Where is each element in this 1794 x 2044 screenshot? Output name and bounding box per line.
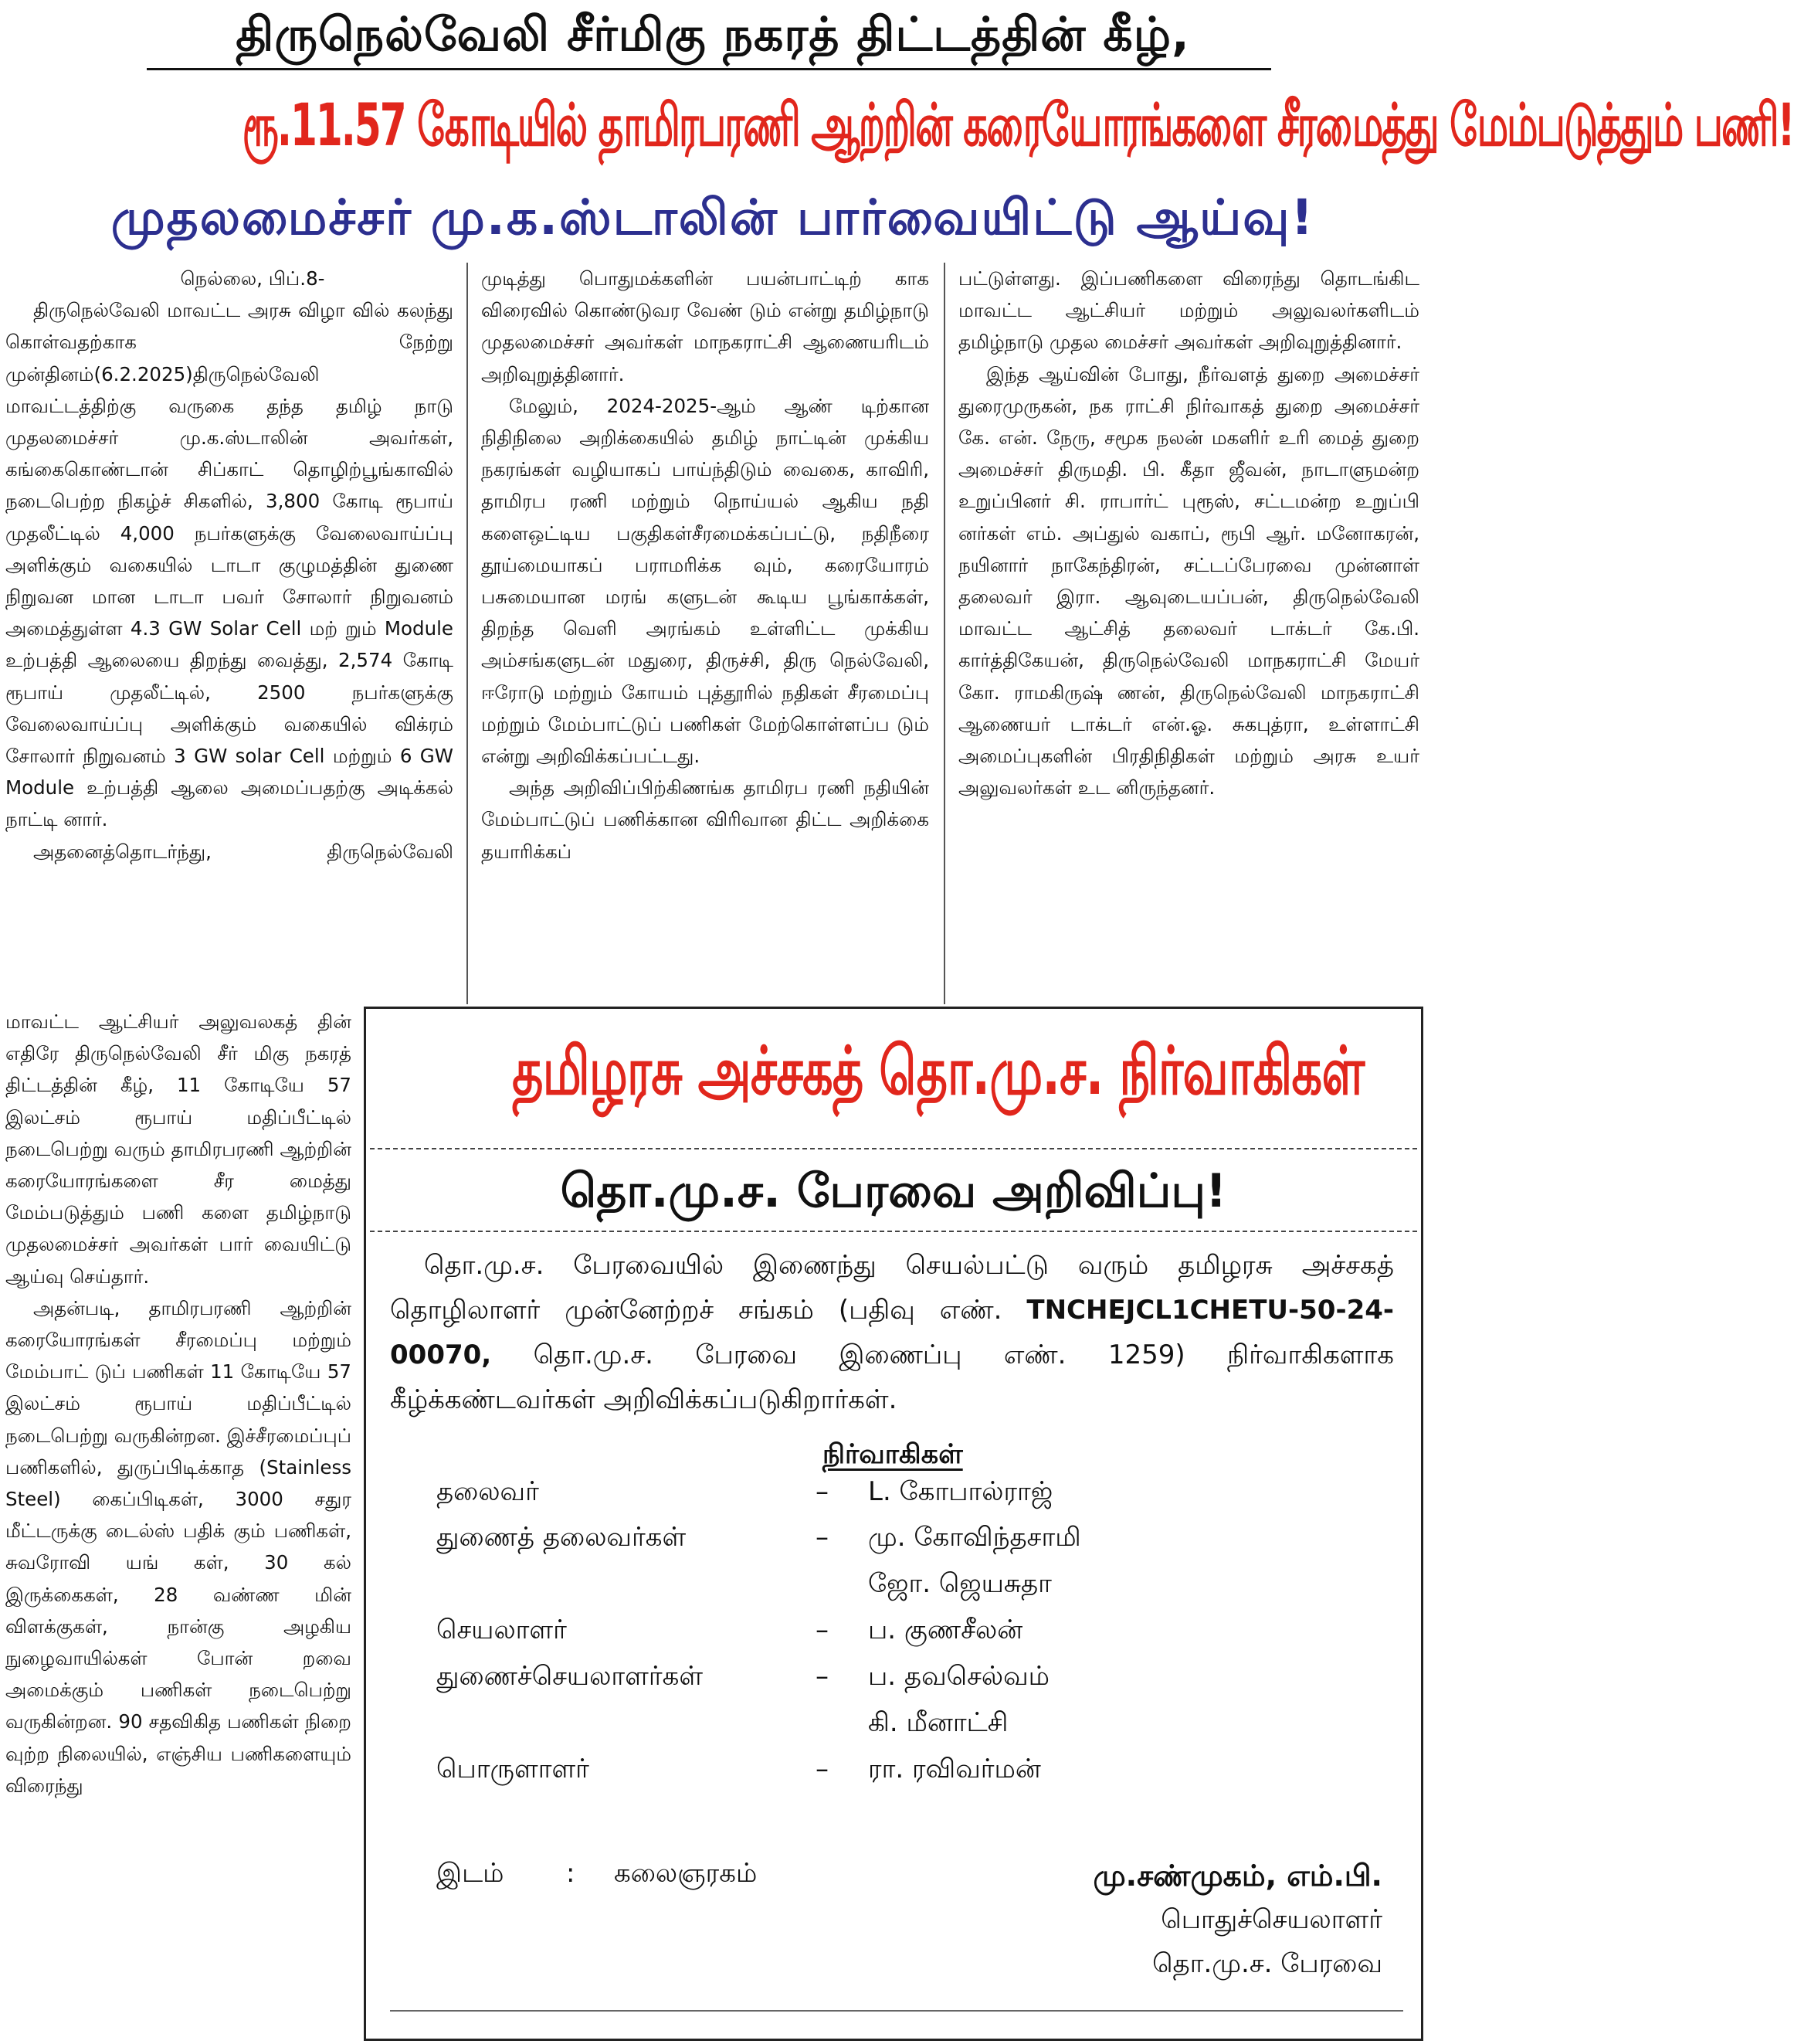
article-paragraph: அதனைத்தொடர்ந்து, திருநெல்வேலி (33, 840, 453, 863)
place-colon: : (566, 1858, 575, 1889)
officer-name: ப. குணசீலன் (868, 1614, 1023, 1645)
signatory-title: பொதுச்செயலாளர் (1161, 1904, 1382, 1935)
officer-name: ப. தவசெல்வம் (868, 1661, 1050, 1692)
column-divider (944, 263, 945, 1004)
article-column-1-continued (5, 1006, 351, 1801)
officer-name: மு. கோவிந்தசாமி (868, 1522, 1081, 1553)
notice-registration-number: TNCHEJCL1CHETU-50-24-00070, (390, 1295, 1394, 1370)
headline-underline (147, 68, 1271, 70)
article-paragraph: முடித்து பொதுமக்களின் பயன்பாட்டிற் காக விரைவில் கொண்டுவர வேண் டும் என்று தமிழ்நாடு முதலமைச்சர் அவர்கள் மாநகராட்சி ஆணையரிடம் அறிவுறுத்தினார். (481, 267, 929, 385)
article-paragraph: மாவட்ட ஆட்சியர் அலுவலகத் தின் எதிரே திருநெல்வேலி சீர் மிகு நகரத் திட்டத்தின் கீழ், 11 கோடியே 57 இலட்சம் ரூபாய் மதிப்பீட்டில் நடைபெற்று வரும் தாமிரபரணி ஆற்றின் கரையோரங்களை சீர மைத்து மேம்படுத்தும் பணி களை தமிழ்நாடு முதலமைச்சர் அவர்கள் பார் வையிட்டு ஆய்வு செய்தார். (5, 1010, 351, 1288)
officer-role: பொருளாளர் (436, 1754, 589, 1784)
column-divider (466, 263, 468, 1004)
officer-role: தலைவர் (436, 1476, 539, 1507)
notice-intro-text: தொ.மு.ச. பேரவை இணைப்பு எண். 1259) நிர்வாகிகளாக கீழ்க்கண்டவர்கள் அறிவிக்கப்படுகிறார்கள். (390, 1339, 1395, 1415)
place-label: இடம் (436, 1858, 504, 1889)
article-paragraph: திருநெல்வேலி மாவட்ட அரசு விழா வில் கலந்து கொள்வதற்காக நேற்று முன்தினம்(6.2.2025)திருநெல்வேலி மாவட்டத்திற்கு வருகை தந்த தமிழ் நாடு முதலமைச்சர் மு.க.ஸ்டாலின் அவர்கள், கங்கைகொண்டான் சிப்காட் தொழிற்பூங்காவில் நடைபெற்ற நிகழ்ச் சிகளில், 3,800 கோடி ரூபாய் முதலீட்டில் 4,000 நபர்களுக்கு வேலைவாய்ப்பு அளிக்கும் வகையில் டாடா குழுமத்தின் துணை நிறுவன மான டாடா பவர் சோலார் நிறுவனம் அமைத்துள்ள 4.3 GW Solar Cell மற் றும் Module உற்பத்தி ஆலையை திறந்து வைத்து, 2,574 கோடி ரூபாய் முதலீட்டில், 2500 நபர்களுக்கு வேலைவாய்ப்பு அளிக்கும் வகையில் விக்ரம் சோலார் நிறுவனம் 3 GW solar Cell மற்றும் 6 GW Module உற்பத்தி ஆலை அமைப்பதற்கு அடிக்கல் நாட்டி னார். (5, 299, 453, 831)
article-column-3 (958, 263, 1419, 803)
notice-intro (390, 1243, 1394, 1422)
article-paragraph: மேலும், 2024-2025-ஆம் ஆண் டிற்கான நிதிநிலை அறிக்கையில் தமிழ் நாட்டின் முக்கிய நகரங்கள் வழியாகப் பாய்ந்திடும் வைகை, காவிரி, தாமிரப ரணி மற்றும் நொய்யல் ஆகிய நதி களைஒட்டிய பகுதிகள்சீரமைக்கப்பட்டு, நதிநீரை தூய்மையாகப் பராமரிக்க வும், கரையோரம் பசுமையான மரங் களுடன் கூடிய பூங்காக்கள், திறந்த வெளி அரங்கம் உள்ளிட்ட முக்கிய அம்சங்களுடன் மதுரை, திருச்சி, திரு நெல்வேலி, ஈரோடு மற்றும் கோயம் புத்தூரில் நதிகள் சீரமைப்பு மற்றும் மேம்பாட்டுப் பணிகள் மேற்கொள்ளப்ப டும் என்று அறிவிக்கப்பட்டது. (481, 394, 929, 768)
headline-line-3: முதலமைச்சர் மு.க.ஸ்டாலின் பார்வையிட்டு ஆய்வு! (110, 189, 1315, 246)
officer-role: செயலாளர் (436, 1614, 567, 1645)
headline-line-1: திருநெல்வேலி சீர்மிகு நகரத் திட்டத்தின் கீழ், (236, 8, 1190, 62)
officer-name: L. கோபால்ராஜ் (868, 1476, 1053, 1507)
officer-name: கி. மீனாட்சி (868, 1707, 1009, 1738)
notice-dashed-rule (370, 1231, 1417, 1232)
officer-dash: – (816, 1614, 829, 1645)
officer-dash: – (816, 1754, 829, 1784)
officer-name: ஜோ. ஜெயசுதா (868, 1568, 1052, 1599)
officer-role: துணைத் தலைவர்கள் (436, 1522, 687, 1553)
article-paragraph: அதன்படி, தாமிரபரணி ஆற்றின் கரையோரங்கள் சீரமைப்பு மற்றும் மேம்பாட் டுப் பணிகள் 11 கோடியே 57 இலட்சம் ரூபாய் மதிப்பீட்டில் நடைபெற்று வருகின்றன. இச்சீரமைப்புப் பணிகளில், துருப்பிடிக்காத (Stainless Steel) கைப்பிடிகள், 3000 சதுர மீட்டருக்கு டைல்ஸ் பதிக் கும் பணிகள், சுவரோவி யங் கள், 30 கல் இருக்கைகள், 28 வண்ண மின் விளக்குகள், நான்கு அழகிய நுழைவாயில்கள் போன் றவை அமைக்கும் பணிகள் நடைபெற்று வருகின்றன. 90 சதவிகித பணிகள் நிறை வுற்ற நிலையில், எஞ்சிய பணிகளையும் விரைந்து (5, 1296, 351, 1797)
officer-role: துணைச்செயலாளர்கள் (436, 1661, 704, 1692)
article-dateline: நெல்லை, பிப்.8- (180, 267, 325, 290)
officers-heading: நிர்வாகிகள் (822, 1439, 963, 1470)
article-paragraph: அந்த அறிவிப்பிற்கிணங்க தாமிரப ரணி நதியின் மேம்பாட்டுப் பணிக்கான விரிவான திட்ட அறிக்கை தயாரிக்கப் (481, 776, 929, 863)
notice-intro-text: தொ.மு.ச. பேரவையில் இணைந்து செயல்பட்டு வரும் தமிழரசு அச்சகத் தொழிலாளர் முன்னேற்றச் சங்கம் (பதிவு எண். (390, 1250, 1394, 1326)
officer-dash: – (816, 1476, 829, 1507)
signatory-name: மு.சண்முகம், எம்.பி. (1093, 1859, 1382, 1893)
signatory-organisation: தொ.மு.ச. பேரவை (1152, 1948, 1382, 1979)
article-column-1 (5, 263, 453, 868)
headline-line-2: ரூ.11.57 கோடியில் தாமிரபரணி ஆற்றின் கரையோரங்களை சீரமைத்து மேம்படுத்தும் பணி! (242, 90, 1794, 159)
officer-dash: – (816, 1661, 829, 1692)
article-column-2 (481, 263, 929, 868)
notice-dashed-rule (370, 1148, 1417, 1149)
article-paragraph: இந்த ஆய்வின் போது, நீர்வளத் துறை அமைச்சர் துரைமுருகன், நக ராட்சி நிர்வாகத் துறை அமைச்சர் கே. என். நேரு, சமூக நலன் மகளிர் உரி மைத் துறை அமைச்சர் திருமதி. பி. கீதா ஜீவன், நாடாளுமன்ற உறுப்பினர் சி. ராபார்ட் புரூஸ், சட்டமன்ற உறுப்பி னர்கள் எம். அப்துல் வகாப், ரூபி ஆர். மனோகரன், நயினார் நாகேந்திரன், சட்டப்பேரவை முன்னாள் தலைவர் இரா. ஆவுடையப்பன், திருநெல்வேலி மாவட்ட ஆட்சித் தலைவர் டாக்டர் கே.பி. கார்த்திகேயன், திருநெல்வேலி மாநகராட்சி மேயர் கோ. ராமகிருஷ் ணன், திருநெல்வேலி மாநகராட்சி ஆணையர் டாக்டர் என்.ஓ. சுகபுத்ரா, உள்ளாட்சி அமைப்புகளின் பிரதிநிதிகள் மற்றும் அரசு உயர் அலுவலர்கள் உட னிருந்தனர். (958, 362, 1419, 800)
notice-bottom-rule (390, 2010, 1403, 2012)
article-paragraph: பட்டுள்ளது. இப்பணிகளை விரைந்து தொடங்கிட மாவட்ட ஆட்சியர் மற்றும் அலுவலர்களிடம் தமிழ்நாடு முதல மைச்சர் அவர்கள் அறிவுறுத்தினார். (958, 267, 1419, 354)
place-value: கலைஞரகம் (614, 1858, 758, 1889)
notice-title: தமிழரசு அச்சகத் தொ.மு.ச. நிர்வாகிகள் (512, 1033, 1365, 1110)
notice-subtitle: தொ.மு.ச. பேரவை அறிவிப்பு! (560, 1164, 1227, 1218)
officer-name: ரா. ரவிவர்மன் (868, 1754, 1041, 1784)
officer-dash: – (816, 1522, 829, 1553)
